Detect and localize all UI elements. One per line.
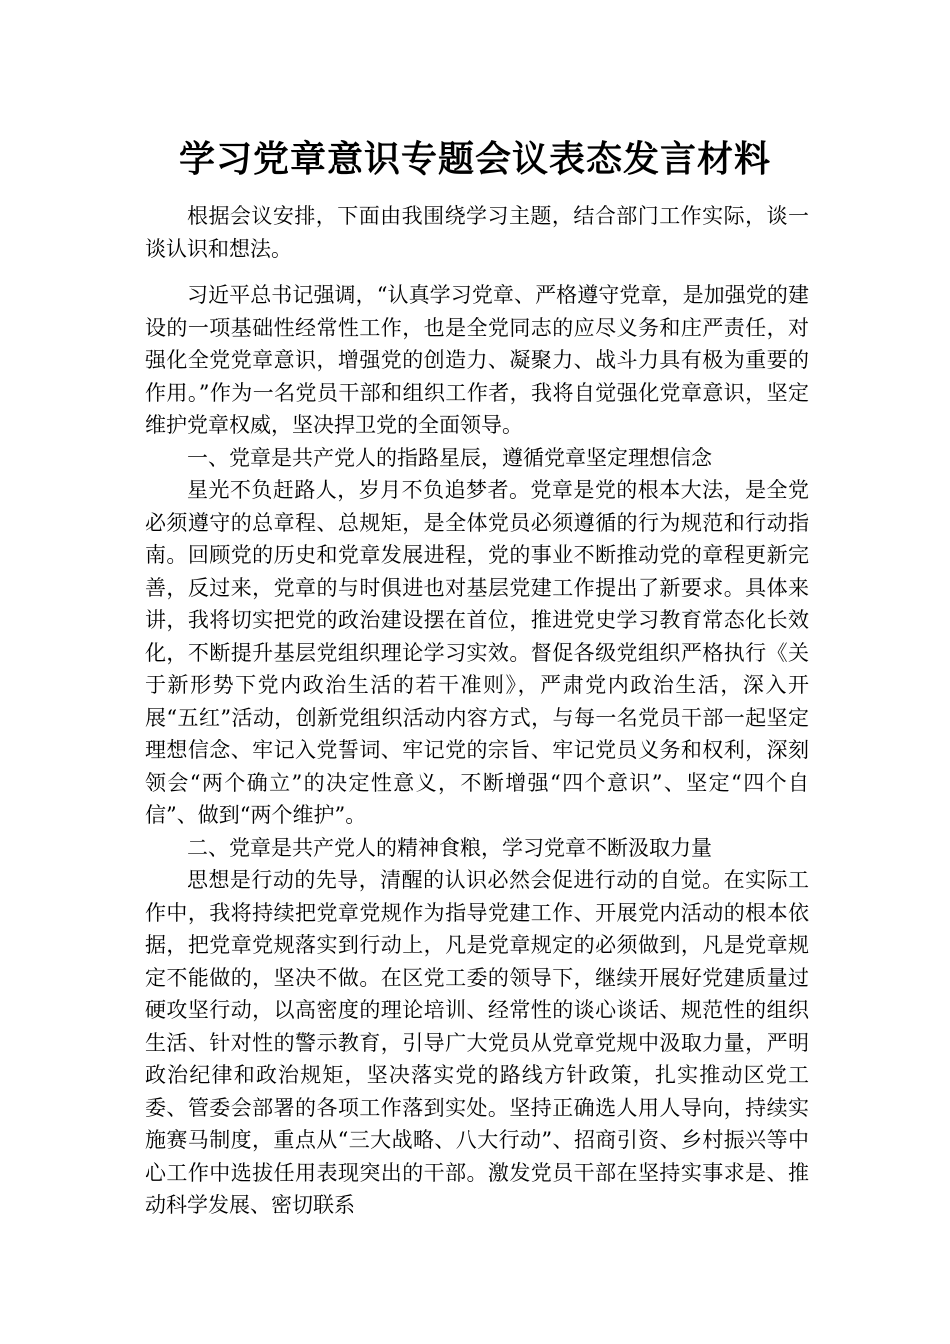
document-body	[145, 200, 809, 1222]
section-2-heading: 二、党章是共产党人的精神食粮，学习党章不断汲取力量	[187, 835, 712, 860]
intro-paragraph: 根据会议安排，下面由我围绕学习主题，结合部门工作实际，谈一谈认识和想法。	[145, 204, 809, 261]
section-2-paragraph: 思想是行动的先导，清醒的认识必然会促进行动的自觉。在实际工作中，我将持续把党章党规作为指导党建工作、开展党内活动的根本依据，把党章党规落实到行动上，凡是党章规定的必须做到，凡是党章规定不能做的，坚决不做。在区党工委的领导下，继续开展好党建质量过硬攻坚行动，以高密度的理论培训、经常性的谈心谈话、规范性的组织生活、针对性的警示教育，引导广大党员从党章党规中汲取力量，严明政治纪律和政治规矩，坚决落实党的路线方针政策，扎实推动区党工委、管委会部署的各项工作落到实处。坚持正确选人用人导向，持续实施赛马制度，重点从“三大战略、八大行动”、招商引资、乡村振兴等中心工作中选拔任用表现突出的干部。激发党员干部在坚持实事求是、推动科学发展、密切联系	[145, 868, 809, 1217]
quote-paragraph: 习近平总书记强调，“认真学习党章、严格遵守党章，是加强党的建设的一项基础性经常性工作，也是全党同志的应尽义务和庄严责任，对强化全党党章意识，增强党的创造力、凝聚力、战斗力具有极为重要的作用。”作为一名党员干部和组织工作者，我将自觉强化党章意识，坚定维护党章权威，坚决捍卫党的全面领导。	[145, 283, 809, 437]
section-1-paragraph: 星光不负赶路人，岁月不负追梦者。党章是党的根本大法，是全党必须遵守的总章程、总规矩，是全体党员必须遵循的行为规范和行动指南。回顾党的历史和党章发展进程，党的事业不断推动党的章程更新完善，反过来，党章的与时俱进也对基层党建工作提出了新要求。具体来讲，我将切实把党的政治建设摆在首位，推进党史学习教育常态化长效化，不断提升基层党组织理论学习实效。督促各级党组织严格执行《关于新形势下党内政治生活的若干准则》，严肃党内政治生活，深入开展“五红”活动，创新党组织活动内容方式，与每一名党员干部一起坚定理想信念、牢记入党誓词、牢记党的宗旨、牢记党员义务和权利，深刻领会“两个确立”的决定性意义，不断增强“四个意识”、坚定“四个自信”、做到“两个维护”。	[145, 478, 809, 827]
section-1-heading: 一、党章是共产党人的指路星辰，遵循党章坚定理想信念	[187, 445, 712, 470]
document-title: 学习党章意识专题会议表态发言材料	[178, 139, 771, 180]
